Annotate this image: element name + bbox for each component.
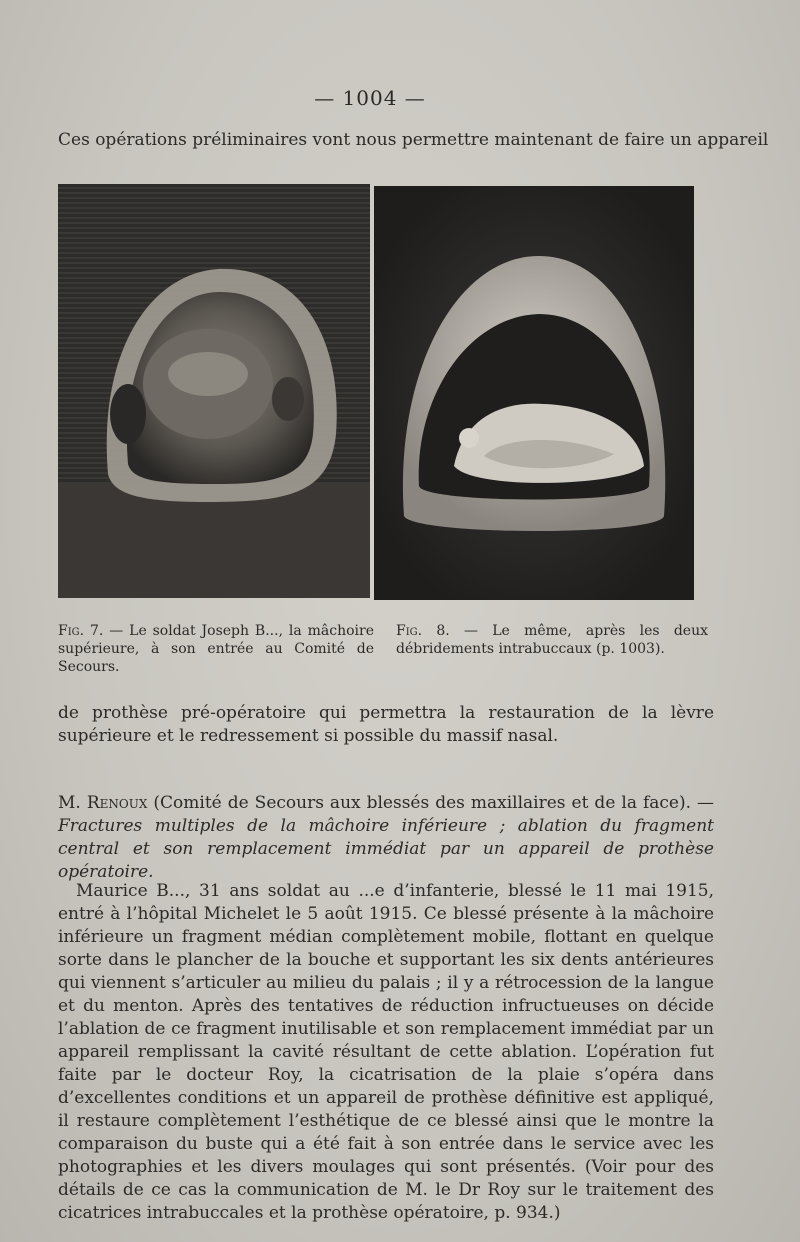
author-name: Renoux <box>86 793 148 813</box>
author-prefix: M. <box>58 793 87 813</box>
figure-8-photo <box>374 186 694 600</box>
affiliation: (Comité de Secours aux blessés des maxillaires et de la face). — <box>147 793 715 813</box>
intro-line: Ces opérations préliminaires vont nous permettre maintenant de faire un appareil <box>58 130 769 150</box>
figure-caption-text: — Le même, après les deux débridements intrabuccaux (p. 1003). <box>396 623 708 657</box>
communication-heading <box>58 792 714 884</box>
page-number: — 1004 — <box>314 86 426 110</box>
jaw-cast-illustration <box>374 186 694 600</box>
figure-8-caption <box>396 622 708 658</box>
figure-label: Fig. 7. <box>58 623 104 639</box>
jaw-cast-illustration <box>58 184 370 598</box>
figure-caption-text: — Le soldat Joseph B..., la mâchoire supérieure, à son entrée au Comité de Secours. <box>58 623 374 675</box>
figure-7-photo <box>58 184 370 598</box>
paragraph-continued: de prothèse pré-opératoire qui permettra la restauration de la lèvre supérieure et le redressement si possible du massif nasal. <box>58 703 714 746</box>
figure-7-caption <box>58 622 374 676</box>
communication-title: Fractures multiples de la mâchoire inférieure ; ablation du fragment central et son remplacement immédiat par un appareil de prothèse opératoire. <box>58 816 714 882</box>
figure-label: Fig. 8. <box>396 623 450 639</box>
case-paragraph: Maurice B..., 31 ans soldat au ...e d’infanterie, blessé le 11 mai 1915, entré à l’hôpital Michelet le 5 août 1915. Ce blessé présente à la mâchoire inférieure un fragment médian complètement mobile, flottant en quelque sorte dans le plancher de la bouche et supportant les six dents antérieures qui viennent s’articuler au milieu du palais ; il y a rétrocession de la langue et du menton. Après des tentatives de réduction infructueuses on décide l’ablation de ce fragment inutilisable et son remplacement immédiat par un appareil remplissant la cavité résultant de cette ablation. L’opération fut faite par le docteur Roy, la cicatrisation de la plaie s’opéra dans d’excellentes conditions et un appareil de prothèse définitive est appliqué, il restaure complètement l’esthétique de ce blessé ainsi que le montre la comparaison du buste qui a été fait à son entrée dans le service avec les photographies et les divers moulages qui sont présentés. (Voir pour des détails de ce cas la communication de M. le Dr Roy sur le traitement des cicatrices intrabuccales et la prothèse opératoire, p. 934.) <box>58 881 714 1223</box>
